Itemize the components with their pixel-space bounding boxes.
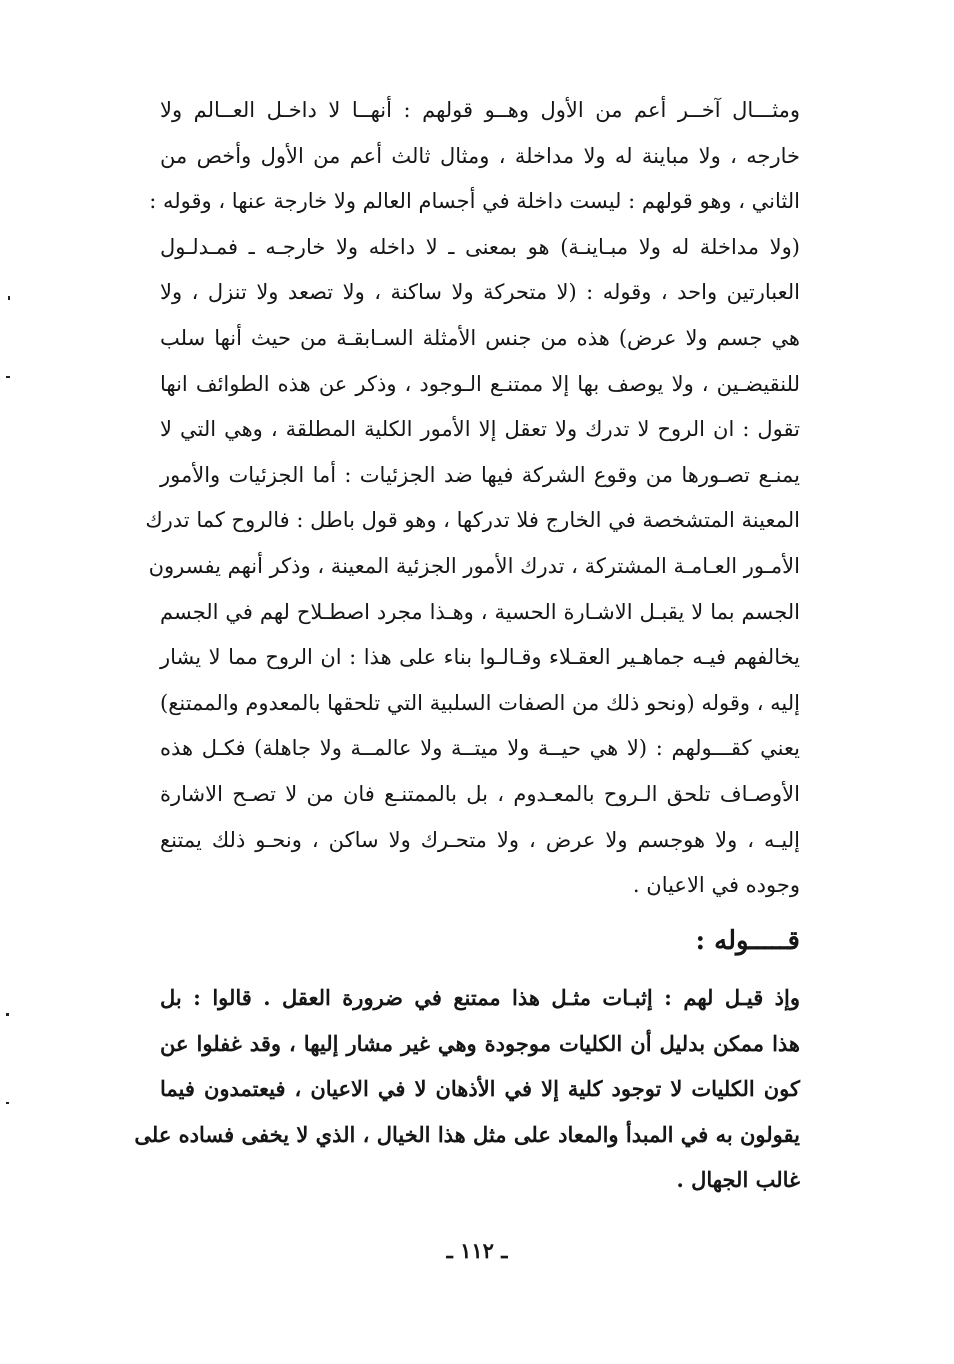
text-line: ومثـــال آخــر أعم من الأول وهــو قولهم : أنهــا لا داخـل العــالم ولا (160, 98, 800, 122)
text-line: يعني كقـــولهم : (لا هي حيــة ولا ميتــة ولا عالمــة ولا جاهلة) فكـل هذه (160, 736, 800, 761)
text-line: يخالفهم فيـه جماهـير العقـلاء وقـالـوا بناء على هذا : ان الروح مما لا يشار (160, 645, 800, 670)
section-heading: قـــــوله : (695, 926, 800, 956)
bold-text-line: وإذ قيـل لهم : إثبـات مثـل هذا ممتنع في ضرورة العقل . قالوا : بل (160, 985, 800, 1010)
text-line: للنقيضـين ، ولا يوصف بها إلا ممتنـع الـوجود ، وذكر عن هذه الطوائف انها (160, 371, 800, 396)
text-line: إليـه ، ولا هوجسم ولا عرض ، ولا متحـرك ولا ساكن ، ونحـو ذلك يمتنع (160, 827, 800, 852)
text-line: الثاني ، وهو قولهم : ليست داخلة في أجسام العالم ولا خارجة عنها ، وقوله : (149, 189, 800, 214)
scan-speck (8, 296, 10, 300)
bold-text-line: غالب الجهال . (676, 1167, 800, 1193)
bold-passage (134, 975, 800, 1203)
scan-speck (6, 1013, 9, 1016)
bold-text-line: يقولون به في المبدأ والمعاد على مثل هذا الخيال ، الذي لا يخفى فساده على (134, 1121, 800, 1147)
text-line: العبارتين واحد ، وقوله : (لا متحركة ولا ساكنة ، ولا تصعد ولا تنزل ، ولا (160, 280, 800, 305)
text-line: وجوده في الاعيان . (632, 873, 800, 898)
bold-text-line: هذا ممكن بدليل أن الكليات موجودة وهي غير مشار إليها ، وقد غفلوا عن (160, 1030, 800, 1056)
scan-speck (6, 376, 10, 378)
text-line: الأوصـاف تلحق الـروح بالمعـدوم ، بل بالممتنـع فان من لا تصـح الاشارة (160, 781, 800, 806)
body-text (145, 88, 800, 909)
text-line: هي جسم ولا عرض) هذه من جنس الأمثلة السـابقـة من حيث أنها سلب (160, 325, 800, 350)
text-line: خارجه ، ولا مباينة له ولا مداخلة ، ومثال ثالث أعم من الأول وأخص من (160, 143, 800, 168)
scan-speck (6, 1102, 9, 1104)
text-line: (ولا مداخلة له ولا مبـاينـة) هو بمعنى ـ لا داخله ولا خارجـه ـ فمـدلـول (160, 234, 800, 259)
text-line: المعينة المتشخصة في الخارج فلا تدركها ، وهو قول باطل : فالروح كما تدرك (145, 508, 800, 533)
text-line: تقول : ان الروح لا تدرك ولا تعقل إلا الأمور الكلية المطلقة ، وهي التي لا (160, 417, 800, 442)
bold-text-line: كون الكليات لا توجود كلية إلا في الأذهان لا في الاعيان ، فيعتمدون فيما (160, 1076, 800, 1102)
text-line: إليه ، وقوله (ونحو ذلك من الصفات السلبية التي تلحقها بالمعدوم والممتنع) (160, 690, 800, 715)
text-line: الجسم بما لا يقبـل الاشـارة الحسية ، وهـذا مجرد اصطـلاح لهم في الجسم (160, 599, 800, 624)
text-line: يمنـع تصـورها من وقوع الشركة فيها ضد الجزئيات : أما الجزئيات والأمور (160, 462, 800, 487)
text-line: الأمـور العـامـة المشتركة ، تدرك الأمور الجزئية المعينة ، وذكر أنهم يفسرون (148, 553, 800, 578)
page-number: ـ ١١٢ ـ (446, 1238, 508, 1263)
